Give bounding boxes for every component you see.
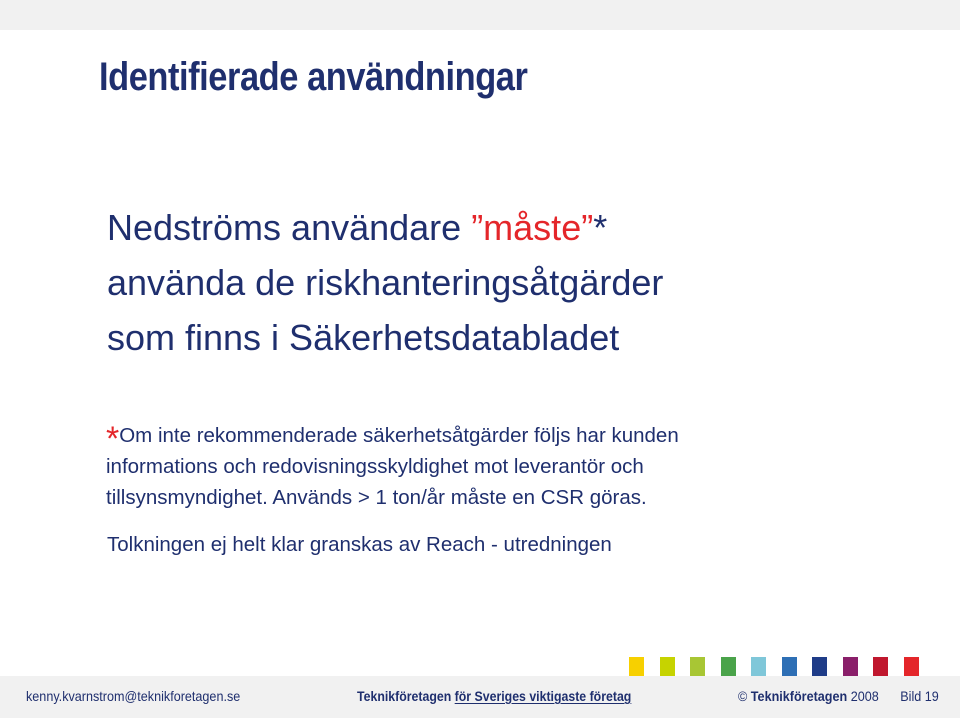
footnote-line-1-text: Om inte rekommenderade säkerhetsåtgärder följs har kunden (119, 424, 679, 447)
org-tagline: för Sveriges viktigaste företag (454, 688, 632, 704)
brand-stripe (904, 657, 919, 676)
footer-organization (357, 688, 631, 704)
main-line-3: som finns i Säkerhetsdatabladet (107, 317, 620, 358)
brand-stripe (690, 657, 705, 676)
footnote-star: * (106, 420, 120, 458)
brand-stripe (721, 657, 736, 676)
footnote-line-2: informations och redovisningsskyldighet mot leverantör och (106, 455, 644, 478)
brand-stripe (873, 657, 888, 676)
footnote-line-3: tillsynsmyndighet. Används > 1 ton/år måste en CSR göras. (106, 486, 647, 509)
header-band (0, 0, 960, 30)
emphasis-word: ”måste” (471, 207, 594, 248)
slide-title: Identifierade användningar (99, 55, 528, 99)
brand-stripes (629, 657, 934, 676)
copyright-brand: Teknikföretagen (750, 688, 848, 704)
footnote-line-1 (106, 420, 679, 458)
main-line-2: använda de riskhanteringsåtgärder (107, 262, 664, 303)
interpretation-note: Tolkningen ej helt klar granskas av Reach - utredningen (107, 533, 612, 556)
contact-email-link[interactable]: kenny.kvarnstrom@teknikforetagen.se (26, 688, 241, 704)
copyright-year: 2008 (850, 688, 879, 704)
brand-stripe (660, 657, 675, 676)
org-name: Teknikföretagen (357, 688, 452, 704)
brand-stripe (751, 657, 766, 676)
main-statement (107, 200, 663, 365)
main-line-1-prefix: Nedströms användare (107, 207, 472, 248)
brand-stripe (843, 657, 858, 676)
footer-copyright (738, 688, 939, 704)
brand-stripe (629, 657, 644, 676)
copyright-icon: © (738, 688, 748, 704)
footnote-marker: * (593, 207, 608, 248)
brand-stripe (782, 657, 797, 676)
brand-stripe (812, 657, 827, 676)
footnote (106, 420, 679, 513)
slide-number: Bild 19 (900, 688, 939, 704)
main-line-1 (107, 200, 663, 255)
